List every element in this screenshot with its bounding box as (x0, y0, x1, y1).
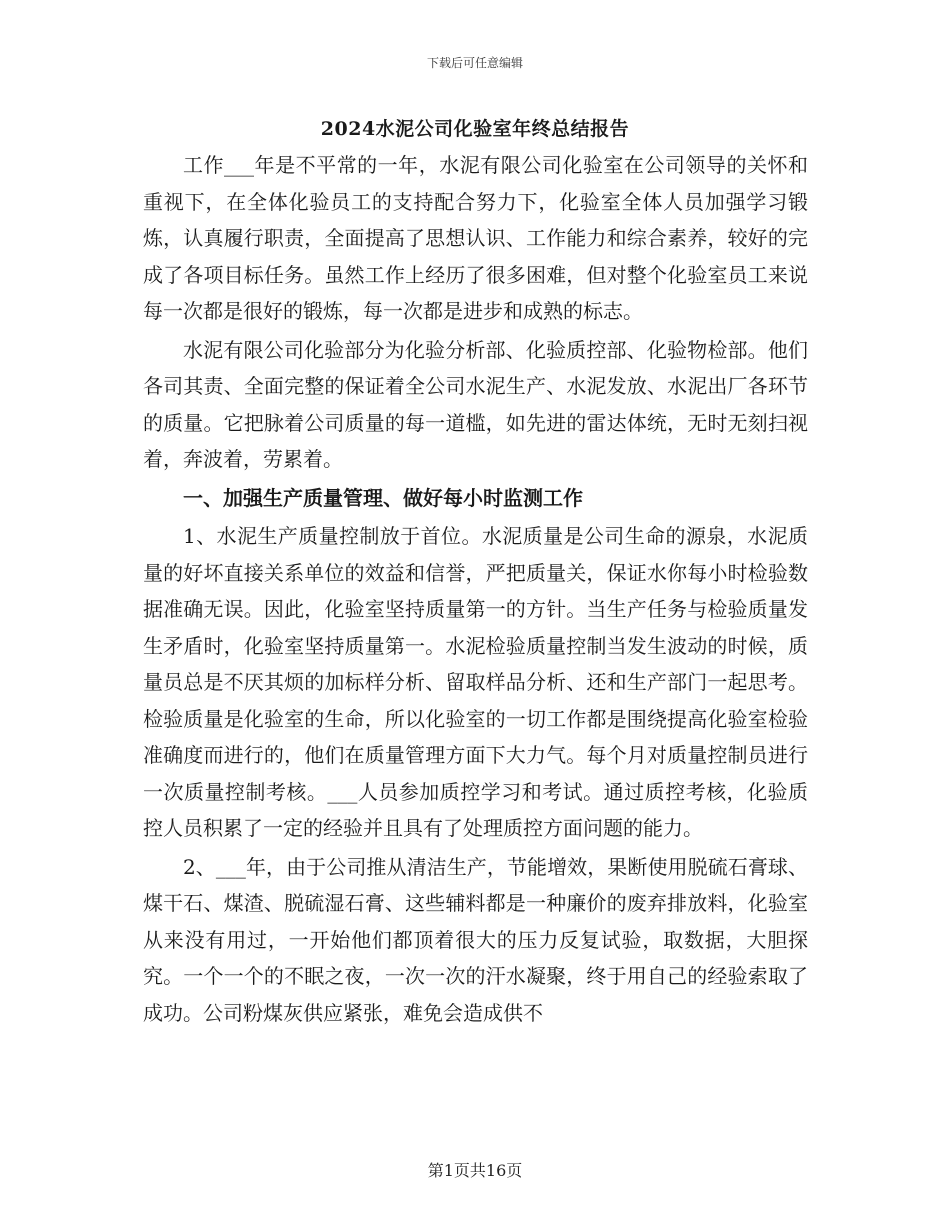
paragraph-item-1: 1、水泥生产质量控制放于首位。水泥质量是公司生命的源泉，水泥质量的好坏直接关系单位的效益和信誉，严把质量关，保证水你每小时检验数据准确无误。因此，化验室坚持质量第一的方针。当生产任务与检验质量发生矛盾时，化验室坚持质量第一。水泥检验质量控制当发生波动的时候，质量员总是不厌其烦的加标样分析、留取样品分析、还和生产部门一起思考。检验质量是化验室的生命，所以化验室的一切工作都是围绕提高化验室检验准确度而进行的，他们在质量管理方面下大力气。每个月对质量控制员进行一次质量控制考核。___人员参加质控学习和考试。通过质控考核，化验质控人员积累了一定的经验并且具有了处理质控方面问题的能力。 (143, 524, 808, 840)
page-number: 第1页共16页 (427, 1161, 523, 1180)
paragraph-departments: 水泥有限公司化验部分为化验分析部、化验质控部、化验物检部。他们各司其责、全面完整的保证着全公司水泥生产、水泥发放、水泥出厂各环节的质量。它把脉着公司质量的每一道槛，如先进的雷达体统，无时无刻扫视着，奔波着，劳累着。 (143, 337, 808, 471)
paragraph-item-2: 2、___年，由于公司推从清洁生产，节能增效，果断使用脱硫石膏球、煤干石、煤渣、脱硫湿石膏、这些辅料都是一种廉价的废弃排放料，化验室从来没有用过，一开始他们都顶着很大的压力反复试验，取数据，大胆探究。一个一个的不眠之夜，一次一次的汗水凝聚，终于用自己的经验索取了成功。公司粉煤灰供应紧张，难免会造成供不 (143, 854, 808, 1025)
document-body (143, 147, 808, 1033)
document-title: 2024水泥公司化验室年终总结报告 (320, 118, 630, 140)
header-note: 下载后可任意编辑 (426, 56, 523, 70)
paragraph-intro: 工作___年是不平常的一年，水泥有限公司化验室在公司领导的关怀和重视下，在全体化验员工的支持配合努力下，化验室全体人员加强学习锻炼，认真履行职责，全面提高了思想认识、工作能力和综合素养，较好的完成了各项目标任务。虽然工作上经历了很多困难，但对整个化验室员工来说每一次都是很好的锻炼，每一次都是进步和成熟的标志。 (143, 153, 808, 323)
section-heading: 一、加强生产质量管理、做好每小时监测工作 (183, 485, 583, 510)
